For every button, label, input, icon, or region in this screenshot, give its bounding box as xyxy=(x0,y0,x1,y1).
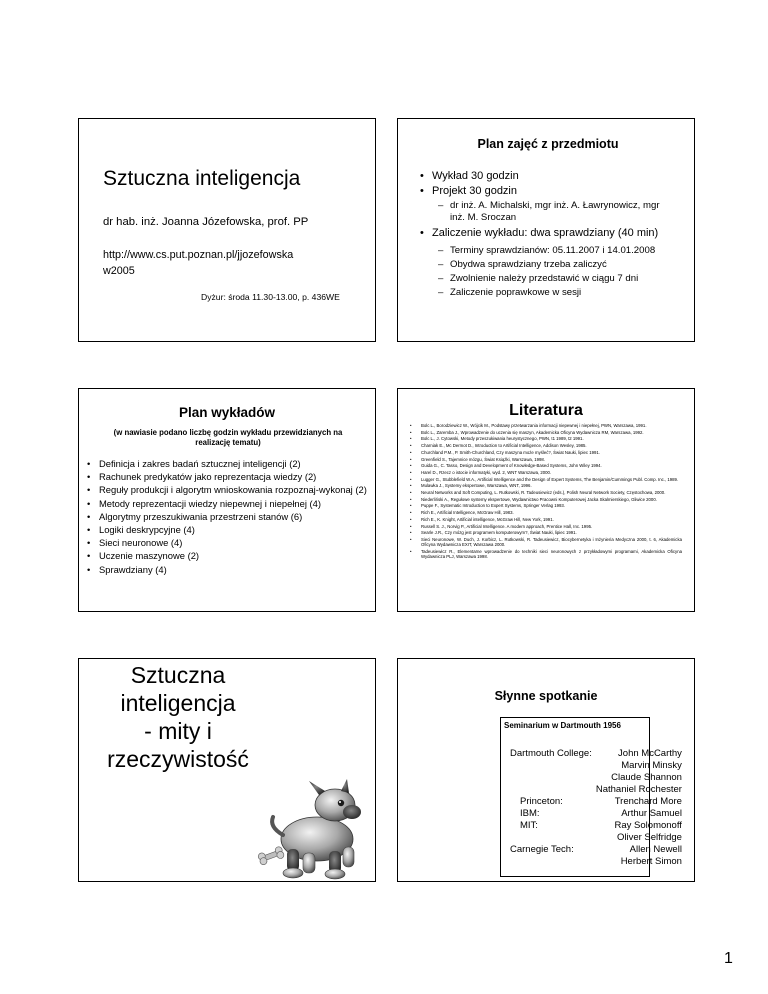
reference-text: Tadeusiewicz R., Elementarne wprowadzenie do techniki sieci neuronowych z przykładowymi programami, Akademicka Oficyna Wydawnicza PLJ, Warszawa 1998. xyxy=(421,549,682,560)
slide2-project-staff xyxy=(438,200,668,223)
reference-text: Harel D., Rzecz o istocie informatyki, wyd. 2, WNT Warszawa, 2000. xyxy=(421,469,552,475)
reference-text: Rich E., K. Knight, Artificial intelligence, McGraw Hill, New York, 1991. xyxy=(421,516,554,522)
slide3-lecture-list xyxy=(87,457,372,576)
slide1-url: http://www.cs.put.poznan.pl/jjozefowska xyxy=(103,249,294,261)
reference-text: Churchland P.M., P. Smith-Churchland, Czy maszyna może myśleć?, Świat Nauki, lipiec 1991. xyxy=(421,449,600,455)
reference-item: • Rich E., Artificial Intelligence, McGraw Hill, 1983. xyxy=(410,510,682,515)
participant-row xyxy=(510,796,682,808)
participant-row xyxy=(510,808,682,820)
reference-item: • Charniak E., Mc Dermot D., Introduction to Artificial Intelligence, Addison Wesley, 1985. xyxy=(410,443,682,448)
participant: Allen Newell xyxy=(629,844,682,855)
lecture-item: • Uczenie maszynowe (2) xyxy=(87,549,372,562)
slide2-bullets xyxy=(420,169,690,199)
institution: Princeton: xyxy=(520,796,563,807)
participant-row xyxy=(510,772,682,784)
institution xyxy=(510,760,592,772)
bullet-project: • Projekt 30 godzin xyxy=(420,184,690,199)
participant: Nathaniel Rochester xyxy=(595,784,682,795)
participant: Claude Shannon xyxy=(611,772,682,783)
reference-item: • Searle J.R., Czy mózg jest programem komputerowym?, Świat Nauki, lipiec 1991. xyxy=(410,530,682,535)
institution: MIT: xyxy=(520,820,538,831)
participants-table xyxy=(510,748,682,868)
reference-text: Rich E., Artificial Intelligence, McGraw Hill, 1983. xyxy=(421,510,514,516)
exam-detail: – Zaliczenie poprawkowe w sesji xyxy=(438,286,688,300)
reference-text: Mulawka J., Systemy ekspertowe, Warszawa, WNT, 1996. xyxy=(421,483,532,489)
reference-item: • Bolc L., Zaremba J., Wprowadzenie do uczenia się maszyn, Akademicka Oficyna Wydawnicza RM, Warszawa, 1992. xyxy=(410,430,682,435)
reference-item: • Niederliński A., Regułowe systemy ekspertowe, Wydawnictwo Pracowni Komputerowej Jacka Skalmierskiego, Gliwice 2000. xyxy=(410,497,682,502)
participant: Herbert Simon xyxy=(620,856,682,867)
slide3-title: Plan wykładów xyxy=(178,405,276,420)
institution xyxy=(510,772,592,784)
slide2-exam-details xyxy=(438,244,688,300)
robot-dog-image xyxy=(255,777,373,881)
reference-text: Bolc L., J. Cytowski, Metody przeszukiwania heurystycznego, PWN, t1 1989, t2 1991. xyxy=(421,436,584,442)
institution xyxy=(510,856,592,868)
reference-item: • Greenfield S., Tajemnice mózgu, Świat Książki, Warszawa, 1998. xyxy=(410,457,682,462)
page-number: 1 xyxy=(724,950,733,967)
participant-row xyxy=(510,760,682,772)
participant-row xyxy=(510,844,682,856)
slide6-title: Słynne spotkanie xyxy=(494,689,598,703)
title-line: inteligencja xyxy=(120,690,236,716)
participant: John McCarthy xyxy=(618,748,682,759)
reference-text: Searle J.R., Czy mózg jest programem komputerowym?, Świat Nauki, lipiec 1991. xyxy=(421,530,577,536)
reference-text: Bolc L., Borodziewicz W., Wójcik M., Podstawy przetwarzania informacji niepewnej i niepełnej, PWN, Warszawa, 1991. xyxy=(421,423,647,428)
slide-title xyxy=(78,118,376,342)
reference-list xyxy=(410,423,682,561)
institution xyxy=(510,832,592,844)
reference-text: Neural Networks and Soft Computing, L. Rutkowski, R. Tadeusiewicz (eds.), Polish Neural Network Society, Częstochowa, 2000. xyxy=(421,490,666,496)
lecture-item: • Algorytmy przeszukiwania przestrzeni stanów (6) xyxy=(87,510,372,523)
title-line: - mity i xyxy=(144,718,212,744)
reference-item: • Tadeusiewicz R., Elementarne wprowadzenie do techniki sieci neuronowych z przykładowymi programami, Akademicka Oficyna Wydawnicza PLJ, Warszawa 1998. xyxy=(410,549,682,560)
reference-item: • Sieci Neuronowe, W. Duch, J. Korbicz, L. Rutkowski, R. Tadeusiewicz, Biocybernetyka i Inżynieria Medyczna 2000, t. 6, Akademicka Oficyna Wydawnicza EXIT, Warszawa 2000. xyxy=(410,536,682,548)
slide1-author: dr hab. inż. Joanna Józefowska, prof. PP xyxy=(103,216,309,228)
reference-text: Lugger G., Stubblefield W.A., Artificial Intelligence and the Design of Expert Systems, The Benjamin/Cummings Publ. Comp. Inc., 1989. xyxy=(421,476,679,482)
slide-famous-meeting xyxy=(397,658,695,882)
institution xyxy=(510,784,592,796)
title-line: rzeczywistość xyxy=(107,746,249,772)
slide1-code: w2005 xyxy=(103,265,135,277)
reference-item: • Rich E., K. Knight, Artificial intelligence, McGraw Hill, New York, 1991. xyxy=(410,517,682,522)
reference-item: • Russell S. J., Norvig P., Artificial Intelligence. A modern approach, Prentice Hall, Inc. 1995. xyxy=(410,524,682,529)
lecture-item: • Rachunek predykatów jako reprezentacja wiedzy (2) xyxy=(87,470,372,483)
reference-text: Sieci Neuronowe, W. Duch, J. Korbicz, L. Rutkowski, R. Tadeusiewicz, Biocybernetyka i Inżynieria Medyczna 2000, t. 6, Akademicka Oficyna Wydawnicza EXIT, Warszawa 2000. xyxy=(421,536,682,548)
reference-item: • Mulawka J., Systemy ekspertowe, Warszawa, WNT, 1996. xyxy=(410,483,682,488)
participant-row xyxy=(510,820,682,832)
exam-detail: – Obydwa sprawdziany trzeba zaliczyć xyxy=(438,258,688,272)
participant-row xyxy=(510,748,682,760)
reference-item: • Lugger G., Stubblefield W.A., Artificial Intelligence and the Design of Expert Systems, The Benjamin/Cummings Publ. Comp. Inc., 1989. xyxy=(410,477,682,482)
reference-text: Guida G., C. Tasso, Design and Development of Knowledge-Based Systems, John Wiley 1994. xyxy=(421,463,602,469)
participant: Marvin Minsky xyxy=(621,760,682,771)
lecture-item: • Logiki deskrypcyjne (4) xyxy=(87,523,372,536)
slide1-title: Sztuczna inteligencja xyxy=(103,167,301,190)
slide2-title: Plan zajęć z przedmiotu xyxy=(477,137,619,151)
reference-item: • Churchland P.M., P. Smith-Churchland, Czy maszyna może myśleć?, Świat Nauki, lipiec 1991. xyxy=(410,450,682,455)
participant: Ray Solomonoff xyxy=(614,820,682,831)
participant: Trenchard More xyxy=(614,796,682,807)
reference-text: Niederliński A., Regułowe systemy ekspertowe, Wydawnictwo Pracowni Komputerowej Jacka Skalmierskiego, Gliwice 2000. xyxy=(421,496,657,502)
institution: Dartmouth College: xyxy=(510,748,592,759)
slide-lecture-plan xyxy=(78,388,376,612)
lecture-item: • Reguły produkcji i algorytm wnioskowania rozpoznaj-wykonaj (2) xyxy=(87,483,372,496)
exam-detail: – Terminy sprawdzianów: 05.11.2007 i 14.01.2008 xyxy=(438,244,688,258)
reference-item: • Puppe F., Systematic Introduction to Expert Systems, Springer Verlag 1993. xyxy=(410,503,682,508)
participant-row xyxy=(510,856,682,868)
slide1-office-hours: Dyżur: środa 11.30-13.00, p. 436WE xyxy=(201,292,340,302)
reference-text: Bolc L., Zaremba J., Wprowadzenie do uczenia się maszyn, Akademicka Oficyna Wydawnicza RM, Warszawa, 1992. xyxy=(421,429,644,435)
lecture-item: • Sprawdziany (4) xyxy=(87,563,372,576)
project-staff: – dr inż. A. Michalski, mgr inż. A. Ławrynowicz, mgr inż. M. Sroczan xyxy=(438,200,668,223)
slide5-title xyxy=(85,661,271,773)
reference-item: • Bolc L., J. Cytowski, Metody przeszukiwania heurystycznego, PWN, t1 1989, t2 1991. xyxy=(410,436,682,441)
institution: IBM: xyxy=(520,808,540,819)
bullet-exam: • Zaliczenie wykładu: dwa sprawdziany (40 min) xyxy=(420,226,694,241)
slide-literature xyxy=(397,388,695,612)
slide-myths-reality xyxy=(78,658,376,882)
participant: Arthur Samuel xyxy=(621,808,682,819)
reference-text: Puppe F., Systematic Introduction to Expert Systems, Springer Verlag 1993. xyxy=(421,503,566,509)
slide3-note: (w nawiasie podano liczbę godzin wykładu przewidzianych na realizację tematu) xyxy=(113,428,343,447)
lecture-item: • Definicja i zakres badań sztucznej inteligencji (2) xyxy=(87,457,372,470)
reference-text: Greenfield S., Tajemnice mózgu, Świat Książki, Warszawa, 1998. xyxy=(421,456,545,462)
title-line: Sztuczna xyxy=(130,662,226,688)
institution: Carnegie Tech: xyxy=(510,844,574,855)
exam-detail: – Zwolnienie należy przedstawić w ciągu 7 dni xyxy=(438,272,688,286)
slide2-bullet-exam xyxy=(420,226,694,241)
slide-course-plan xyxy=(397,118,695,342)
reference-text: Charniak E., Mc Dermot D., Introduction to Artificial Intelligence, Addison Wesley, 1985. xyxy=(421,443,587,449)
lecture-item: • Metody reprezentacji wiedzy niepewnej i niepełnej (4) xyxy=(87,497,372,510)
reference-item: • Harel D., Rzecz o istocie informatyki, wyd. 2, WNT Warszawa, 2000. xyxy=(410,470,682,475)
reference-item: • Guida G., C. Tasso, Design and Development of Knowledge-Based Systems, John Wiley 1994. xyxy=(410,463,682,468)
bullet-lecture: • Wykład 30 godzin xyxy=(420,169,690,184)
reference-item: • Bolc L., Borodziewicz W., Wójcik M., Podstawy przetwarzania informacji niepewnej i niepełnej, PWN, Warszawa, 1991. xyxy=(410,423,682,428)
participant-row xyxy=(510,784,682,796)
reference-item: • Neural Networks and Soft Computing, L. Rutkowski, R. Tadeusiewicz (eds.), Polish Neural Network Society, Częstochowa, 2000. xyxy=(410,490,682,495)
dartmouth-box-title: Seminarium w Dartmouth 1956 xyxy=(504,721,621,730)
participant: Oliver Selfridge xyxy=(616,832,682,843)
lecture-item: • Sieci neuronowe (4) xyxy=(87,536,372,549)
slide4-title: Literatura xyxy=(509,402,583,419)
participant-row xyxy=(510,832,682,844)
reference-text: Russell S. J., Norvig P., Artificial Intelligence. A modern approach, Prentice Hall, Inc. 1995. xyxy=(421,523,593,529)
